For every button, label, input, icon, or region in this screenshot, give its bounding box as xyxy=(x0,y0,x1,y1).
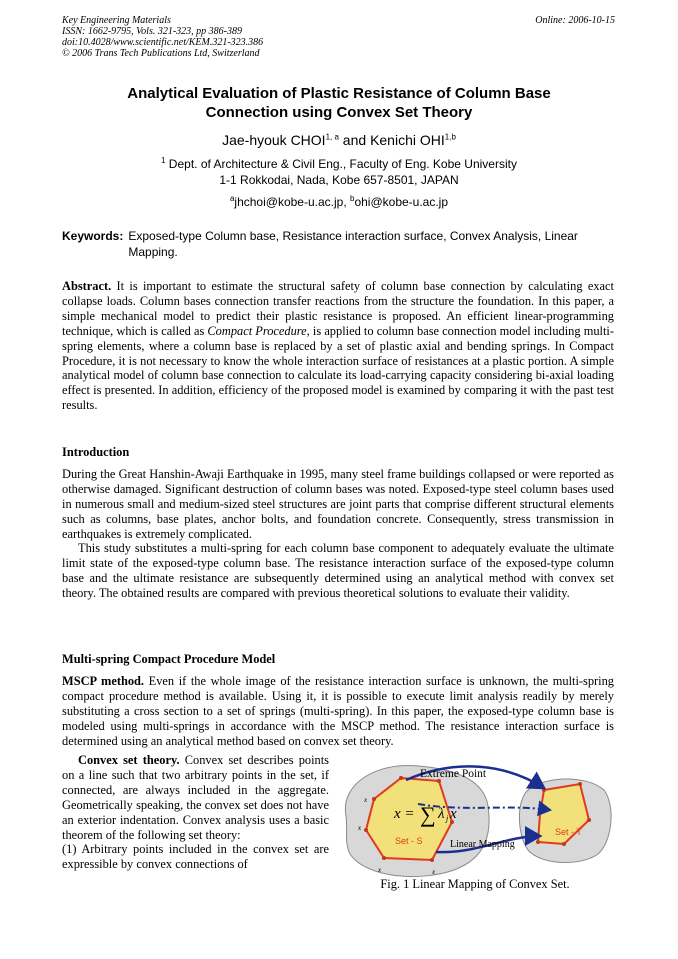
authors xyxy=(62,132,616,148)
formula-lambda: λ xyxy=(438,806,445,822)
introduction-para-1: During the Great Hanshin-Awaji Earthquake in 1995, many steel frame buildings collapsed or were reported as otherwise damaged. Significant destruction of column bases was noted. Exposed-type steel column bases used in numerous small and medium-sized steel structures are joint parts that comprise different structural elements such as columns, base plates, anchor bolts, and foundation concrete. Consequently, stress transmission in earthquakes is extremely complicated. xyxy=(62,466,614,541)
label-x3: x xyxy=(378,866,382,874)
journal-name: Key Engineering Materials xyxy=(62,15,171,26)
emails xyxy=(62,194,616,210)
label-set-s: Set - S xyxy=(395,836,423,846)
label-x1: x xyxy=(364,796,368,804)
copyright-line: © 2006 Trans Tech Publications Ltd, Switzerland xyxy=(62,48,260,59)
abstract-text-1: It is important to estimate the structural safety of column base connection by calculating exact collapse loads. Column bases connection transfer reactions from the structure the foundation. In this paper, a simple mechanical model to predict their plastic resistance is proposed. An efficient linear-programming technique, which is called as xyxy=(62,279,618,338)
introduction-para-2: This study substitutes a multi-spring for each column base component to adequately evaluate the ultimate limit state of the exposed-type column base. The resistance interaction surface of the exposed-type column base and the ultimate resistance are subsequently determined using an analytical method with convex set theory. The obtained results are compared with previous theoretical solutions to evaluate their validity. xyxy=(62,541,614,601)
issn-line: ISSN: 1662-9795, Vols. 321-323, pp 386-389 xyxy=(62,26,242,37)
abstract-text-2: , is applied to column base connection model including multi-spring elements, where a column base is replaced by a set of plastic axial and bending springs. In Compact Procedure, it is not necessary to know the whole interaction surface of resistances at a plastic portion. A simple analytical model of column base connection to calculate its load-carrying capacity considering bi-axial loading effect is presented. In addition, efficiency of the proposed model is examined by comparing it with the past test results. xyxy=(62,323,614,413)
extreme-point xyxy=(542,788,546,792)
abstract-label: Abstract. xyxy=(62,279,112,293)
extreme-point xyxy=(536,840,540,844)
figure-1 xyxy=(336,754,614,894)
convex-lead: Convex set theory. xyxy=(78,753,180,767)
extreme-point xyxy=(578,782,582,786)
email-a-sup: a xyxy=(229,194,235,203)
convex-item-1: (1) Arbitrary points included in the convex set are expressible by convex connections of xyxy=(62,842,329,872)
paper-title xyxy=(62,84,616,122)
mscp-lead: MSCP method. xyxy=(62,673,145,688)
extreme-point xyxy=(364,828,368,832)
keywords-text: Exposed-type Column base, Resistance interaction surface, Convex Analysis, Linear Mapping. xyxy=(128,229,578,259)
label-x4: x xyxy=(432,868,436,876)
label-extreme-point: Extreme Point xyxy=(420,768,487,780)
extreme-point xyxy=(430,858,434,862)
mscp-heading: Multi-spring Compact Procedure Model xyxy=(62,652,276,666)
affil-line-1: Dept. of Architecture & Civil Eng., Faculty of Eng. Kobe University xyxy=(165,157,517,171)
formula-x: x xyxy=(450,806,457,822)
email-b[interactable]: ohi@kobe-u.ac.jp xyxy=(354,195,449,209)
affil-sup: 1 xyxy=(161,156,166,165)
introduction-heading: Introduction xyxy=(62,445,130,459)
formula-lhs: x = xyxy=(394,806,415,822)
author-1: Jae-hyouk CHOI xyxy=(222,132,326,148)
figure-1-diagram xyxy=(336,754,614,894)
extreme-point xyxy=(562,842,566,846)
email-b-sup: b xyxy=(350,194,355,203)
affil-line-2: 1-1 Rokkodai, Nada, Kobe 657-8501, JAPAN xyxy=(219,173,459,187)
author-1-sup: 1, a xyxy=(325,132,339,142)
label-linear-mapping: Linear Mapping xyxy=(450,839,515,850)
email-a[interactable]: jhchoi@kobe-u.ac.jp, xyxy=(234,195,350,209)
author-2-sup: 1,b xyxy=(444,132,456,142)
affiliation xyxy=(62,156,616,210)
label-x2: x xyxy=(358,824,362,832)
formula-sub-j: j xyxy=(446,814,449,823)
keywords-label: Keywords: xyxy=(62,229,124,243)
mscp-para: Even if the whole image of the resistance interaction surface is unknown, the multi-spring compact procedure method is available. Using it, it is possible to execute limit analysis readily by merely substituting a cross section to a set of springs (multi-spring). In this paper, the exposed-type column base is modeled using multi-springs in accordance with the MSCP method. The resistance interaction surface is determined using an analytical method based on convex set theory. xyxy=(62,673,618,748)
author-2: Kenichi OHI xyxy=(370,132,445,148)
introduction-section xyxy=(62,445,614,601)
extreme-point xyxy=(382,856,386,860)
extreme-point xyxy=(372,797,376,801)
abstract-emph: Compact Procedure xyxy=(207,323,307,338)
keywords xyxy=(62,228,616,260)
authors-and: and xyxy=(338,132,371,148)
label-set-t: Set - T xyxy=(555,827,582,837)
convex-section xyxy=(62,753,333,872)
doi-line: doi:10.4028/www.scientific.net/KEM.321-323.386 xyxy=(62,37,264,48)
extreme-point xyxy=(399,776,403,780)
convex-para: Convex set describes points on a line such that two arbitrary points in the set, if connected, are always included in the aggregate. Geometrically speaking, the convex set does not have an exterior indentation. Convex analysis uses a basic theorem of the following set theory: xyxy=(62,753,333,842)
title-line-1: Analytical Evaluation of Plastic Resistance of Column Base xyxy=(127,85,551,102)
formula-sum: ∑ xyxy=(420,802,436,827)
extreme-point xyxy=(587,818,591,822)
abstract xyxy=(62,279,618,413)
title-line-2: Connection using Convex Set Theory xyxy=(205,104,473,121)
figure-1-caption: Fig. 1 Linear Mapping of Convex Set. xyxy=(380,877,570,891)
online-date: Online: 2006-10-15 xyxy=(535,15,615,26)
mscp-section xyxy=(62,652,618,748)
